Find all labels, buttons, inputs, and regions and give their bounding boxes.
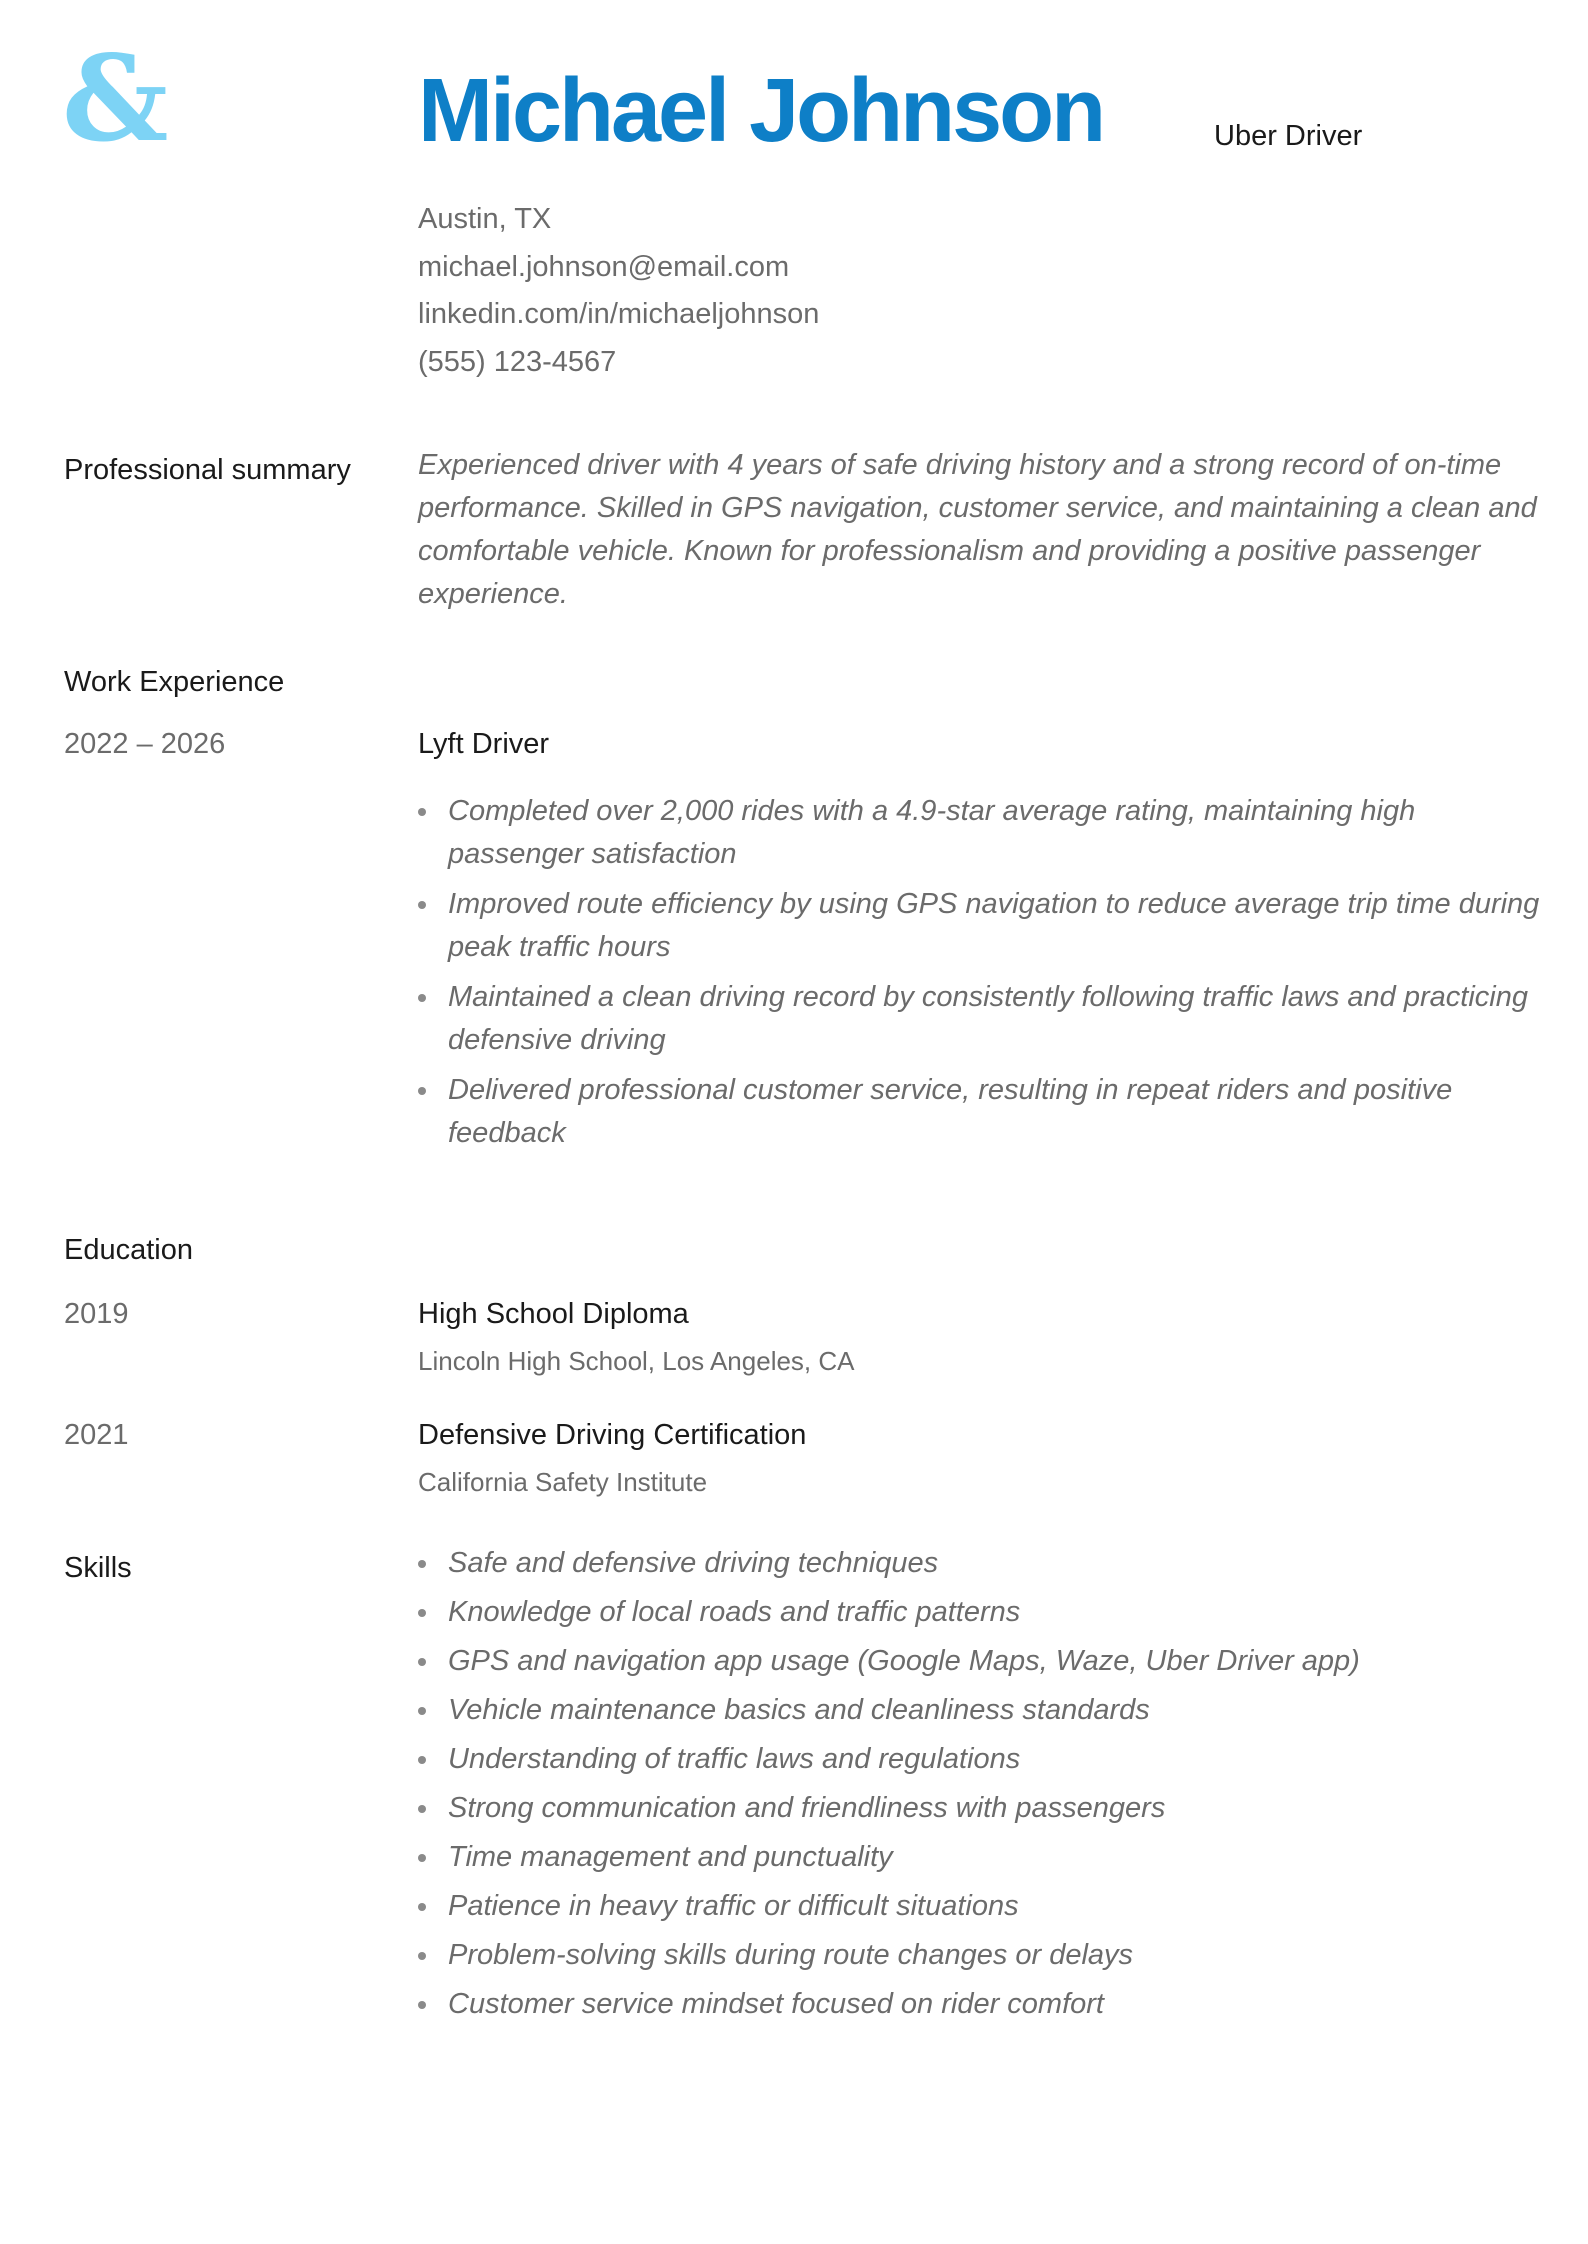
bullet-dot-icon xyxy=(418,808,426,816)
candidate-name: Michael Johnson xyxy=(418,61,1104,161)
education-institution: California Safety Institute xyxy=(418,1467,708,1497)
contact-linkedin[interactable]: linkedin.com/in/michaeljohnson xyxy=(418,298,820,330)
job-title-entry: Lyft Driver xyxy=(418,728,550,760)
list-item xyxy=(418,1542,1548,1585)
list-item xyxy=(418,883,1548,969)
bullet-dot-icon xyxy=(418,2001,426,2009)
bullet-text: Completed over 2,000 rides with a 4.9-star average rating, maintaining high passenger satisfaction xyxy=(448,795,1416,870)
education-year: 2021 xyxy=(64,1419,129,1451)
bullet-text: Delivered professional customer service, resulting in repeat riders and positive feedback xyxy=(448,1074,1453,1149)
contact-location: Austin, TX xyxy=(418,203,552,235)
bullet-dot-icon xyxy=(418,1952,426,1960)
bullet-dot-icon xyxy=(418,1805,426,1813)
education-heading: Education xyxy=(64,1234,193,1266)
skill-text: GPS and navigation app usage (Google Maps, Waze, Uber Driver app) xyxy=(448,1645,1360,1677)
list-item xyxy=(418,1069,1548,1155)
skill-text: Safe and defensive driving techniques xyxy=(448,1547,939,1579)
skill-text: Strong communication and friendliness with passengers xyxy=(448,1792,1166,1824)
bullet-dot-icon xyxy=(418,1087,426,1095)
list-item xyxy=(418,1640,1548,1683)
list-item xyxy=(418,1591,1548,1634)
skills-list xyxy=(418,1542,1548,2032)
bullet-dot-icon xyxy=(418,1658,426,1666)
skill-text: Patience in heavy traffic or difficult situations xyxy=(448,1890,1019,1922)
list-item xyxy=(418,1787,1548,1830)
bullet-dot-icon xyxy=(418,1903,426,1911)
bullet-dot-icon xyxy=(418,1756,426,1764)
skill-text: Time management and punctuality xyxy=(448,1841,893,1873)
ampersand-logo-icon: & xyxy=(62,29,169,168)
skill-text: Problem-solving skills during route changes or delays xyxy=(448,1939,1134,1971)
skill-text: Vehicle maintenance basics and cleanliness standards xyxy=(448,1694,1150,1726)
summary-heading: Professional summary xyxy=(64,454,351,486)
job-title: Uber Driver xyxy=(1214,120,1363,152)
contact-email[interactable]: michael.johnson@email.com xyxy=(418,250,790,283)
bullet-dot-icon xyxy=(418,1560,426,1568)
list-item xyxy=(418,790,1548,876)
list-item xyxy=(418,1885,1548,1928)
bullet-dot-icon xyxy=(418,901,426,909)
list-item xyxy=(418,1689,1548,1732)
bullet-dot-icon xyxy=(418,994,426,1002)
skill-text: Customer service mindset focused on rider comfort xyxy=(448,1988,1104,2020)
bullet-dot-icon xyxy=(418,1609,426,1617)
education-institution: Lincoln High School, Los Angeles, CA xyxy=(418,1346,855,1376)
skills-heading: Skills xyxy=(64,1552,132,1584)
skill-text: Knowledge of local roads and traffic patterns xyxy=(448,1596,1021,1628)
job-bullet-list xyxy=(418,790,1548,1162)
contact-block xyxy=(418,196,819,386)
list-item xyxy=(418,1983,1548,2026)
list-item xyxy=(418,1934,1548,1977)
bullet-dot-icon xyxy=(418,1707,426,1715)
list-item xyxy=(418,1738,1548,1781)
education-year: 2019 xyxy=(64,1298,129,1330)
education-title: High School Diploma xyxy=(418,1298,689,1330)
summary-text: Experienced driver with 4 years of safe driving history and a strong record of on-time performance. Skilled in GPS navigation, customer service, and maintaining a clean and comfortable vehicle. Known for professionalism and providing a positive passenger experience. xyxy=(418,449,1537,610)
job-dates: 2022 – 2026 xyxy=(64,728,226,760)
list-item xyxy=(418,1836,1548,1879)
experience-heading: Work Experience xyxy=(64,666,285,698)
bullet-text: Maintained a clean driving record by consistently following traffic laws and practicing defensive driving xyxy=(448,981,1528,1056)
skill-text: Understanding of traffic laws and regulations xyxy=(448,1743,1021,1775)
bullet-text: Improved route efficiency by using GPS navigation to reduce average trip time during peak traffic hours xyxy=(448,888,1540,963)
list-item xyxy=(418,976,1548,1062)
bullet-dot-icon xyxy=(418,1854,426,1862)
education-title: Defensive Driving Certification xyxy=(418,1419,807,1451)
contact-phone: (555) 123-4567 xyxy=(418,345,617,378)
